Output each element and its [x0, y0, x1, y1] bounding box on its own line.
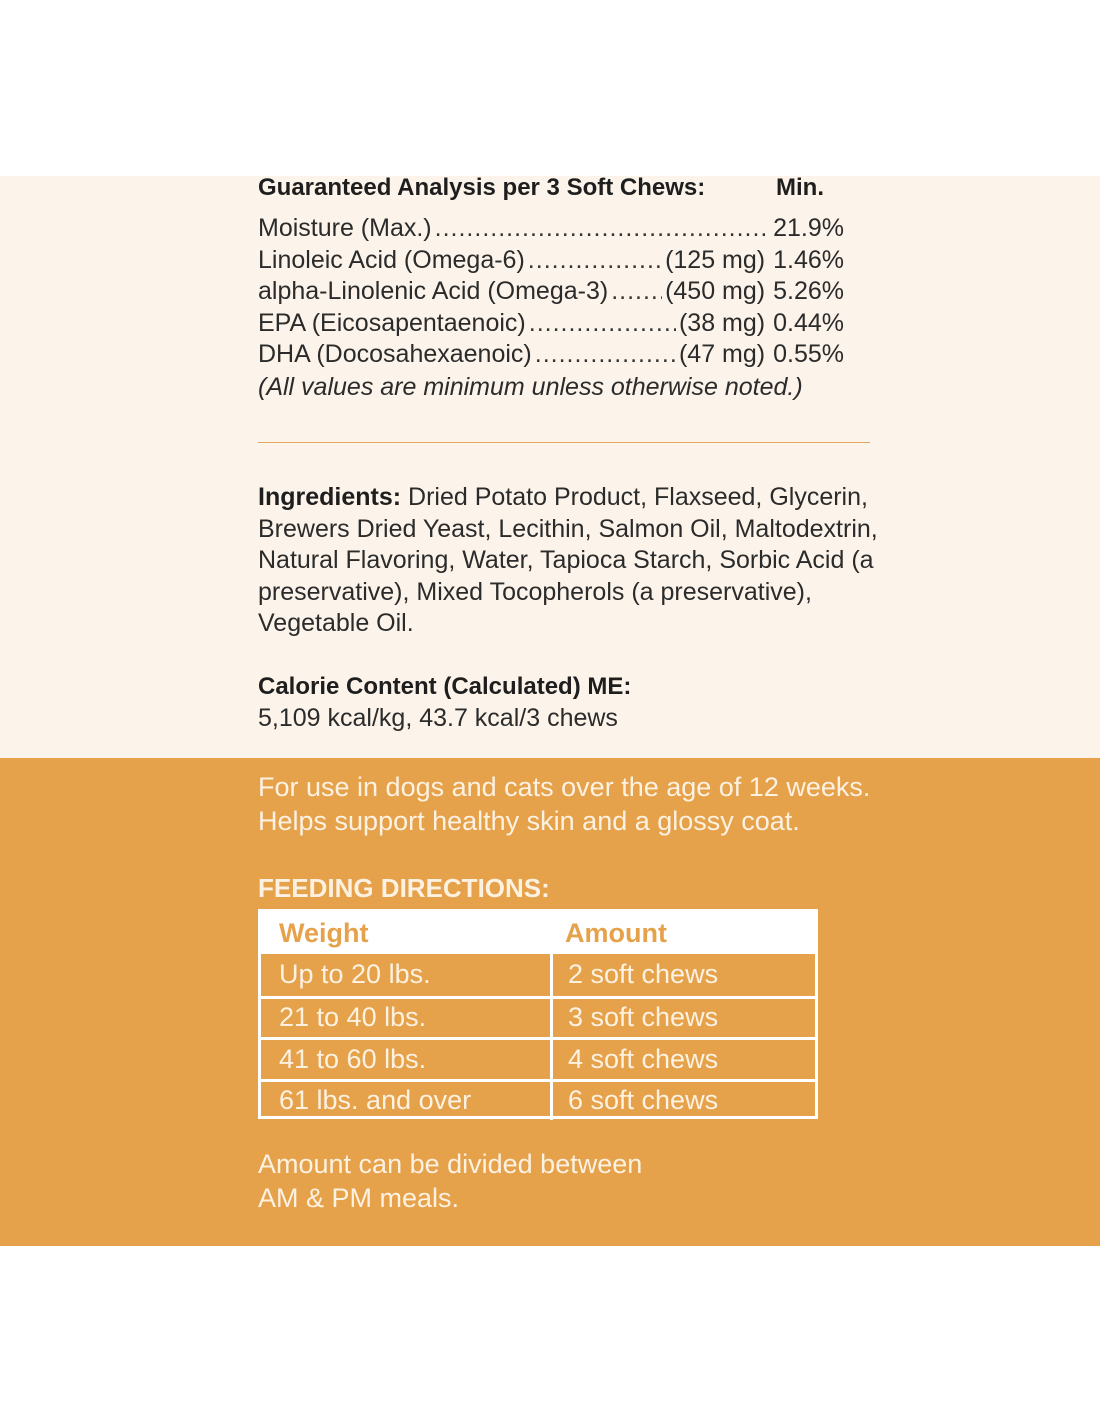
analysis-value: 5.26% [773, 277, 844, 306]
analysis-name: alpha-Linolenic Acid (Omega-3) [258, 277, 609, 306]
weight-cell: 21 to 40 lbs. [261, 999, 553, 1038]
analysis-name: Linoleic Acid (Omega-6) [258, 245, 525, 274]
table-row [261, 1079, 815, 1121]
guaranteed-analysis-list [258, 213, 844, 371]
table-row [261, 1037, 815, 1079]
amount-cell: 2 soft chews [568, 959, 719, 990]
feeding-directions-title: FEEDING DIRECTIONS: [258, 873, 550, 903]
feeding-table-body [261, 954, 815, 1120]
table-row [261, 954, 815, 996]
analysis-footnote: (All values are minimum unless otherwise noted.) [258, 373, 803, 401]
amount-cell: 4 soft chews [568, 1043, 719, 1074]
analysis-row-alpha-linolenic [258, 276, 844, 308]
analysis-value: 0.44% [773, 308, 844, 337]
amount-cell: 3 soft chews [568, 1002, 719, 1033]
analysis-name: DHA (Docosahexaenoic) [258, 340, 532, 369]
table-row [261, 996, 815, 1038]
feeding-note [258, 1147, 758, 1215]
amount-header: Amount [565, 917, 667, 948]
analysis-name: Moisture (Max.) [258, 214, 432, 242]
analysis-value: 0.55% [773, 340, 844, 369]
dot-leader [611, 276, 662, 308]
weight-cell: 61 lbs. and over [261, 1082, 553, 1121]
amount-cell: 6 soft chews [568, 1085, 719, 1116]
usage-line-1: For use in dogs and cats over the age of 12 weeks. [258, 772, 871, 802]
analysis-value: 1.46% [773, 245, 844, 274]
analysis-row-moisture [258, 213, 844, 245]
ingredients-block [258, 482, 878, 640]
analysis-row-epa [258, 308, 844, 340]
dot-leader [535, 339, 676, 371]
analysis-name: EPA (Eicosapentaenoic) [258, 308, 526, 337]
calorie-title: Calorie Content (Calculated) ME: [258, 673, 632, 700]
feeding-table-header [261, 912, 815, 954]
guaranteed-analysis-title: Guaranteed Analysis per 3 Soft Chews: [258, 174, 706, 201]
analysis-amount: (38 mg) [678, 308, 766, 337]
dot-leader [435, 213, 770, 245]
ingredients-text: Dried Potato Product, Flaxseed, Glycerin, Brewers Dried Yeast, Lecithin, Salmon Oil, Maltodextrin, Natural Flavoring, Water, Tapioca Starch, Sorbic Acid (a preservative), Mixed Tocopherols (a preservative), Vegetable Oil. [258, 483, 878, 638]
ingredients-label: Ingredients: [258, 483, 402, 511]
feeding-note-line-1: Amount can be divided between [258, 1149, 643, 1179]
usage-line-2: Helps support healthy skin and a glossy coat. [258, 806, 800, 836]
feeding-note-line-2: AM & PM meals. [258, 1183, 460, 1213]
analysis-amount: (450 mg) [665, 277, 766, 306]
calorie-value: 5,109 kcal/kg, 43.7 kcal/3 chews [258, 704, 618, 732]
usage-text [258, 770, 958, 838]
analysis-row-linoleic [258, 245, 844, 277]
dot-leader [528, 245, 662, 277]
weight-header: Weight [279, 917, 369, 948]
dot-leader [529, 308, 676, 340]
analysis-amount: (125 mg) [665, 245, 766, 274]
guaranteed-analysis-header [258, 172, 878, 204]
feeding-table [258, 909, 818, 1119]
analysis-amount: (47 mg) [678, 340, 766, 369]
analysis-value: 21.9% [773, 214, 844, 242]
section-divider [258, 442, 870, 443]
analysis-row-dha [258, 339, 844, 371]
weight-cell: 41 to 60 lbs. [261, 1040, 553, 1079]
weight-cell: Up to 20 lbs. [261, 954, 553, 996]
min-label: Min. [776, 174, 824, 201]
